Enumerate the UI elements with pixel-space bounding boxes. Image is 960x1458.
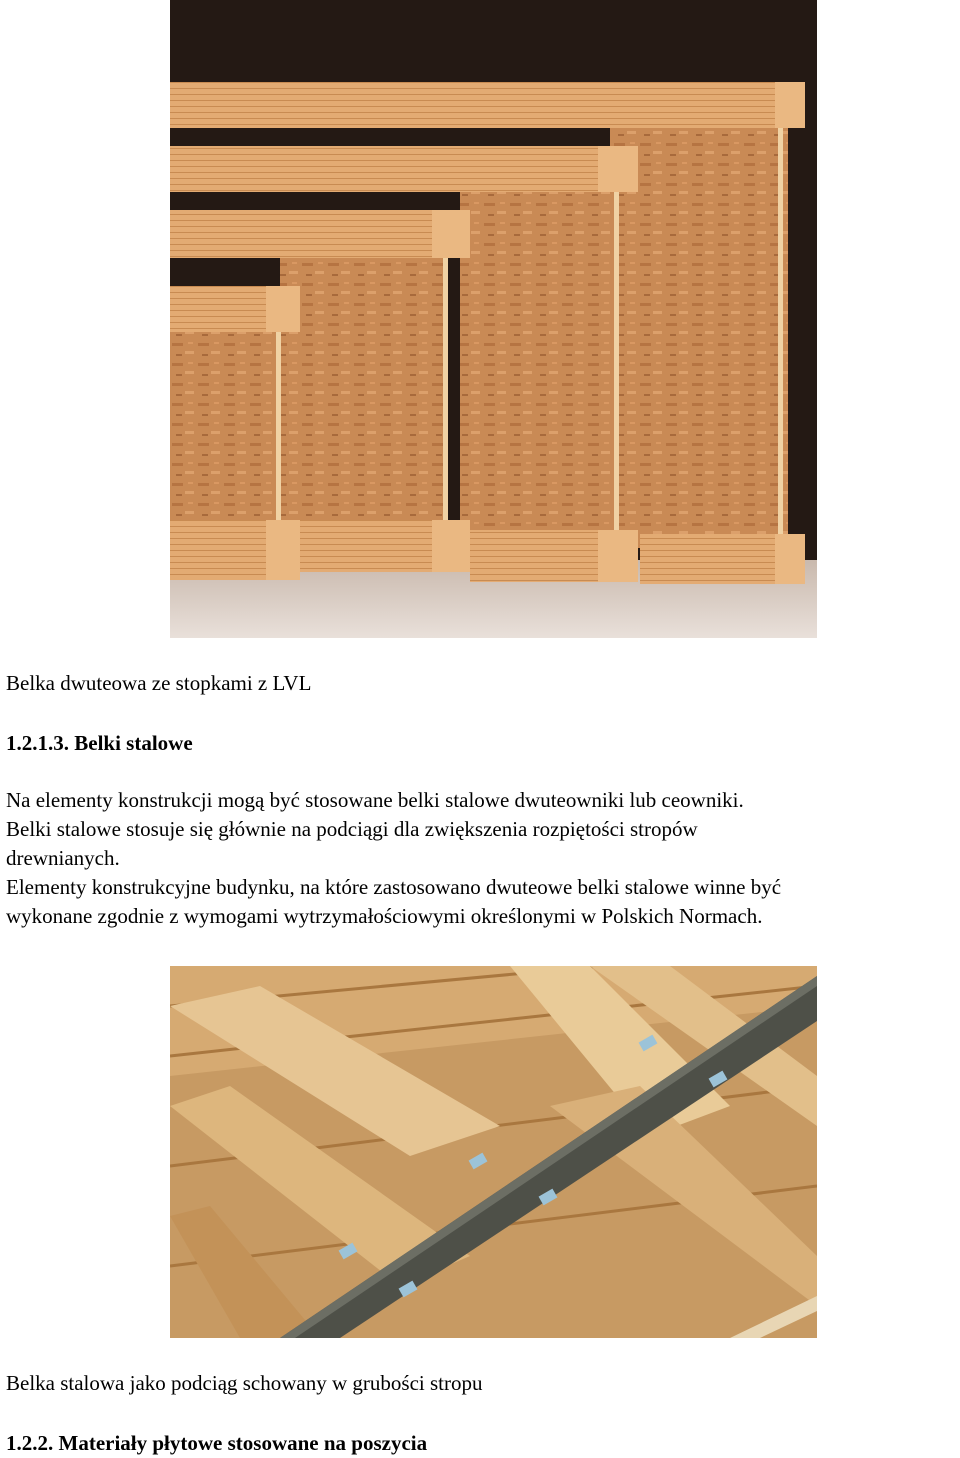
section-body-steel-beams — [6, 786, 960, 931]
body-line-2: Belki stalowe stosuje się głównie na podciągi dla zwiększenia rozpiętości stropów — [6, 817, 698, 841]
photo-steel-beam-floor — [170, 966, 817, 1338]
section-heading-steel-beams: 1.2.1.3. Belki stalowe — [6, 731, 193, 755]
photo-i-joists-lvl — [170, 0, 817, 638]
body-line-1: Na elementy konstrukcji mogą być stosowane belki stalowe dwuteowniki lub ceowniki. — [6, 788, 744, 812]
figure-caption-steel-beam: Belka stalowa jako podciąg schowany w grubości stropu — [6, 1371, 483, 1395]
figure-caption-i-joist: Belka dwuteowa ze stopkami z LVL — [6, 671, 312, 695]
section-heading-board-materials: 1.2.2. Materiały płytowe stosowane na poszycia — [6, 1431, 428, 1455]
body-line-5: wykonane zgodnie z wymogami wytrzymałościowymi określonymi w Polskich Normach. — [6, 904, 763, 928]
photo-i-joists-drawing — [170, 0, 817, 638]
body-line-4: Elementy konstrukcyjne budynku, na które zastosowano dwuteowe belki stalowe winne być — [6, 875, 782, 899]
body-line-3: drewnianych. — [6, 846, 120, 870]
photo-steel-beam-drawing — [170, 966, 817, 1338]
